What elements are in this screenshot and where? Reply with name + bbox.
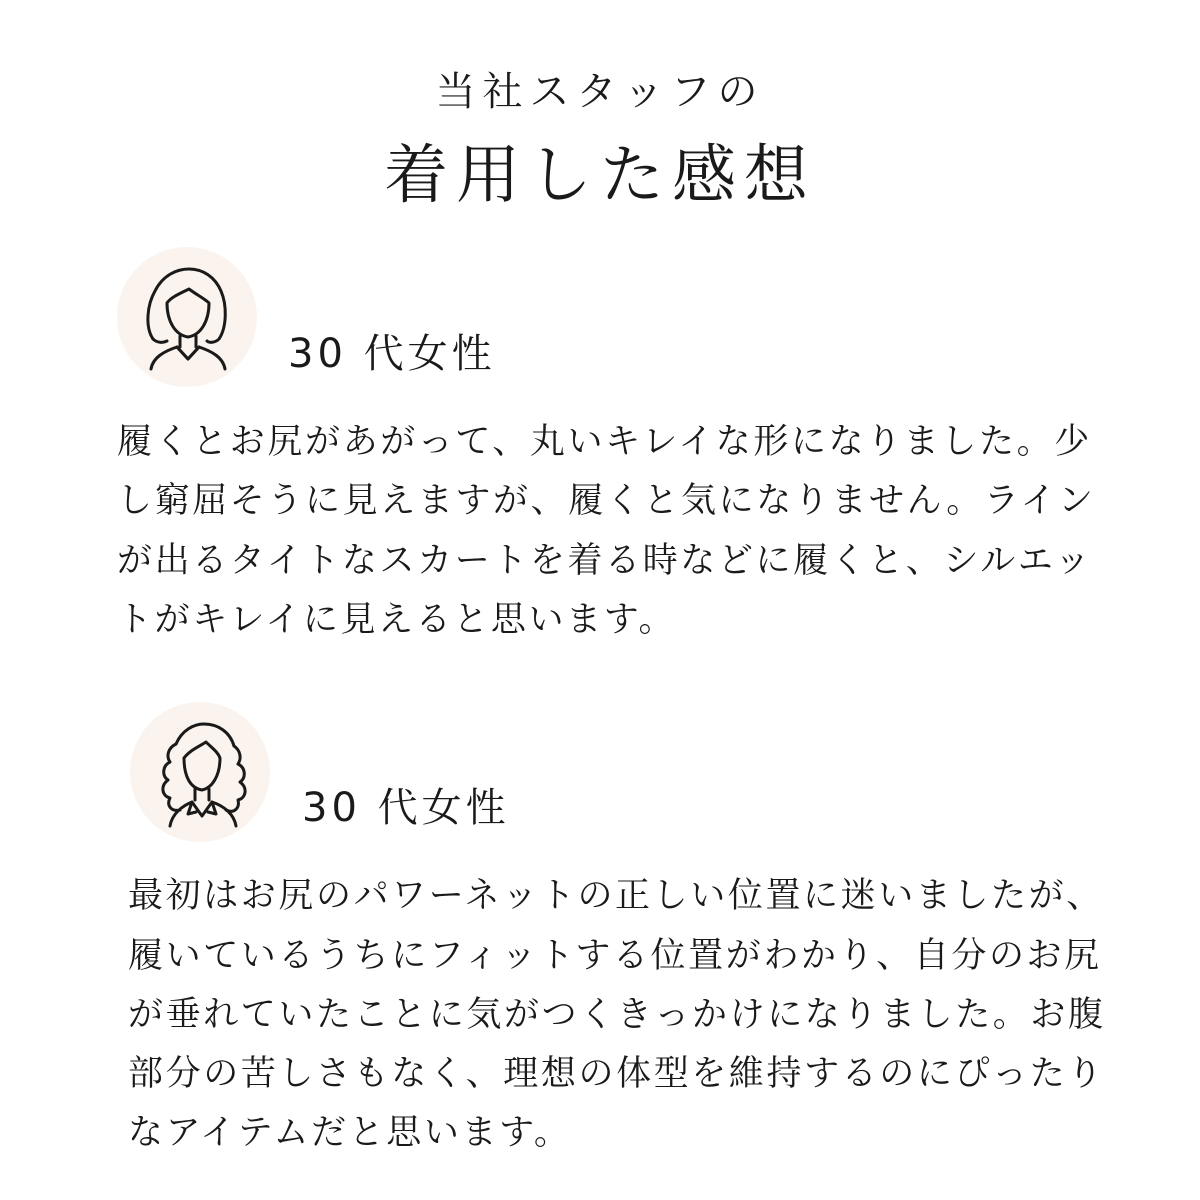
avatar — [117, 247, 257, 387]
review-text-line: が出るタイトなスカートを着る時などに履くと、シルエッ — [117, 541, 1093, 581]
header-subtitle: 当社スタッフの — [435, 69, 765, 115]
woman-curly-hair-icon — [130, 702, 270, 842]
page-title: 着用した感想 — [384, 139, 816, 213]
review-text-line: が垂れていたことに気がつくきっかけになりました。お腹 — [128, 995, 1106, 1035]
review-text-line: トがキレイに見えると思います。 — [117, 600, 677, 640]
review-text-line: 部分の苦しさもなく、理想の体型を維持するのにぴったり — [128, 1054, 1105, 1094]
reviewer-label: 30 代女性 — [288, 331, 496, 377]
review-text-line: 履くとお尻があがって、丸いキレイな形になりました。少 — [117, 422, 1092, 462]
reviewer-label: 30 代女性 — [302, 785, 510, 831]
review-text-line: し窮屈そうに見えますが、履くと気になりません。ライン — [117, 481, 1096, 521]
review-text-line: 履いているうちにフィットする位置がわかり、自分のお尻 — [128, 936, 1102, 976]
review-text-line: なアイテムだと思います。 — [128, 1113, 572, 1153]
review-text-line: 最初はお尻のパワーネットの正しい位置に迷いましたが、 — [128, 876, 1104, 916]
avatar — [130, 702, 270, 842]
woman-straight-hair-icon — [117, 247, 257, 387]
